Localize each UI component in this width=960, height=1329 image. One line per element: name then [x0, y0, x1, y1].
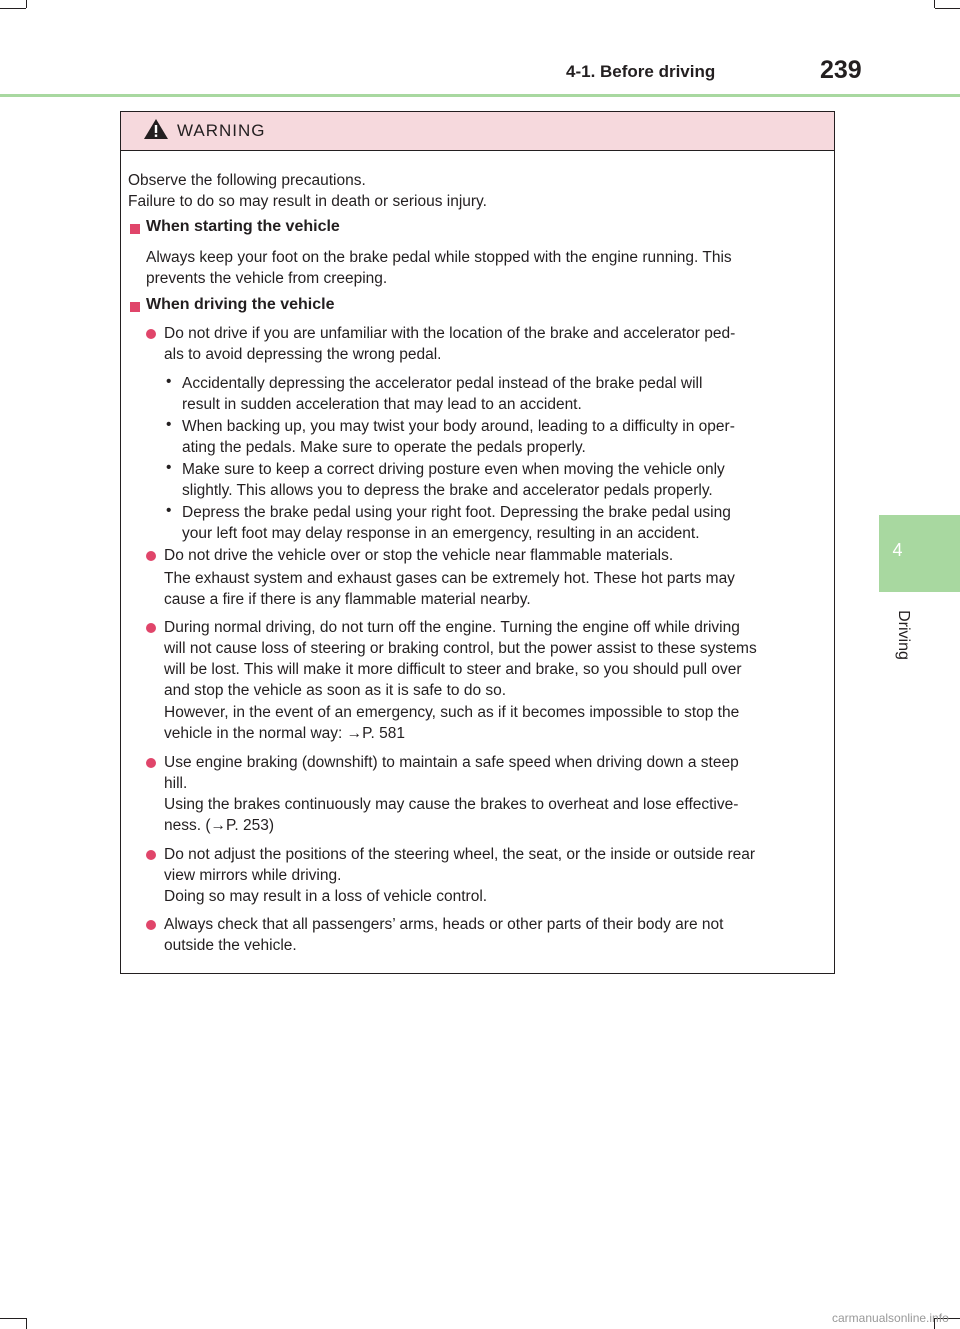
item-line: and stop the vehicle as soon as it is safe to do so. — [164, 682, 507, 699]
bullet-dot — [146, 329, 156, 339]
watermark: carmanualsonline.info — [832, 1311, 949, 1325]
warning-label: WARNING — [177, 121, 266, 140]
subitem-line: Make sure to keep a correct driving posture even when moving the vehicle only — [182, 461, 725, 478]
sub-bullet: • — [166, 459, 172, 476]
item-line: Using the brakes continuously may cause the brakes to overheat and lose effective- — [164, 796, 739, 813]
chapter-label-text: Driving — [895, 610, 912, 660]
crop-mark — [26, 1318, 27, 1329]
item-line: Always check that all passengers’ arms, heads or other parts of their body are not — [164, 916, 724, 933]
subitem-line: slightly. This allows you to depress the brake and accelerator pedals properly. — [182, 482, 713, 499]
crop-mark — [0, 1318, 26, 1319]
item-line: cause a fire if there is any flammable material nearby. — [164, 591, 531, 608]
chapter-number: 4 — [892, 540, 903, 560]
bullet-dot — [146, 758, 156, 768]
item-line: outside the vehicle. — [164, 937, 297, 954]
item-line: als to avoid depressing the wrong pedal. — [164, 346, 442, 363]
item-line: hill. — [164, 775, 188, 792]
item-line: vehicle in the normal way: →P. 581 — [164, 725, 405, 742]
starting-line: prevents the vehicle from creeping. — [146, 270, 388, 287]
subitem-line: When backing up, you may twist your body around, leading to a difficulty in oper- — [182, 418, 735, 435]
subitem-line: Depress the brake pedal using your right foot. Depressing the brake pedal using — [182, 504, 731, 521]
item-line: will be lost. This will make it more difficult to steer and brake, so you should pull over — [164, 661, 742, 678]
crop-mark — [26, 0, 27, 8]
intro-line: Failure to do so may result in death or serious injury. — [128, 193, 487, 210]
intro-line: Observe the following precautions. — [128, 172, 366, 189]
warning-triangle-icon — [143, 118, 169, 140]
bullet-dot — [146, 623, 156, 633]
item-line: However, in the event of an emergency, such as if it becomes impossible to stop the — [164, 704, 740, 721]
section-marker — [130, 224, 140, 234]
crop-mark — [0, 8, 26, 9]
subitem-line: result in sudden acceleration that may lead to an accident. — [182, 396, 582, 413]
subitem-line: ating the pedals. Make sure to operate the pedals properly. — [182, 439, 586, 456]
warning-box — [120, 111, 835, 974]
subitem-line: your left foot may delay response in an emergency, resulting in an accident. — [182, 525, 700, 542]
item-line: Doing so may result in a loss of vehicle control. — [164, 888, 488, 905]
item-line: Do not drive the vehicle over or stop the vehicle near flammable materials. — [164, 547, 674, 564]
item-line: During normal driving, do not turn off the engine. Turning the engine off while driving — [164, 619, 740, 636]
bullet-dot — [146, 551, 156, 561]
sub-bullet: • — [166, 373, 172, 390]
bullet-dot — [146, 920, 156, 930]
item-line: The exhaust system and exhaust gases can be extremely hot. These hot parts may — [164, 570, 735, 587]
crop-mark — [935, 8, 960, 9]
item-line: Use engine braking (downshift) to maintain a safe speed when driving down a steep — [164, 754, 739, 771]
page-number: 239 — [820, 56, 862, 84]
crop-mark — [934, 0, 935, 8]
subitem-line: Accidentally depressing the accelerator pedal instead of the brake pedal will — [182, 375, 703, 392]
bullet-dot — [146, 850, 156, 860]
item-line: ness. (→P. 253) — [164, 817, 274, 834]
header-rule — [0, 94, 960, 97]
chapter-label — [873, 604, 933, 668]
starting-line: Always keep your foot on the brake pedal while stopped with the engine running. This — [146, 249, 732, 266]
item-line: view mirrors while driving. — [164, 867, 342, 884]
item-line: Do not drive if you are unfamiliar with the location of the brake and accelerator ped- — [164, 325, 736, 342]
item-line: will not cause loss of steering or braking control, but the power assist to these systems — [164, 640, 757, 657]
sub-bullet: • — [166, 502, 172, 519]
warning-header — [121, 112, 834, 151]
starting-heading: When starting the vehicle — [146, 218, 340, 235]
section-title: 4-1. Before driving — [566, 62, 716, 81]
sub-bullet: • — [166, 416, 172, 433]
section-marker — [130, 302, 140, 312]
driving-heading: When driving the vehicle — [146, 296, 335, 313]
item-line: Do not adjust the positions of the steering wheel, the seat, or the inside or outside rear — [164, 846, 756, 863]
